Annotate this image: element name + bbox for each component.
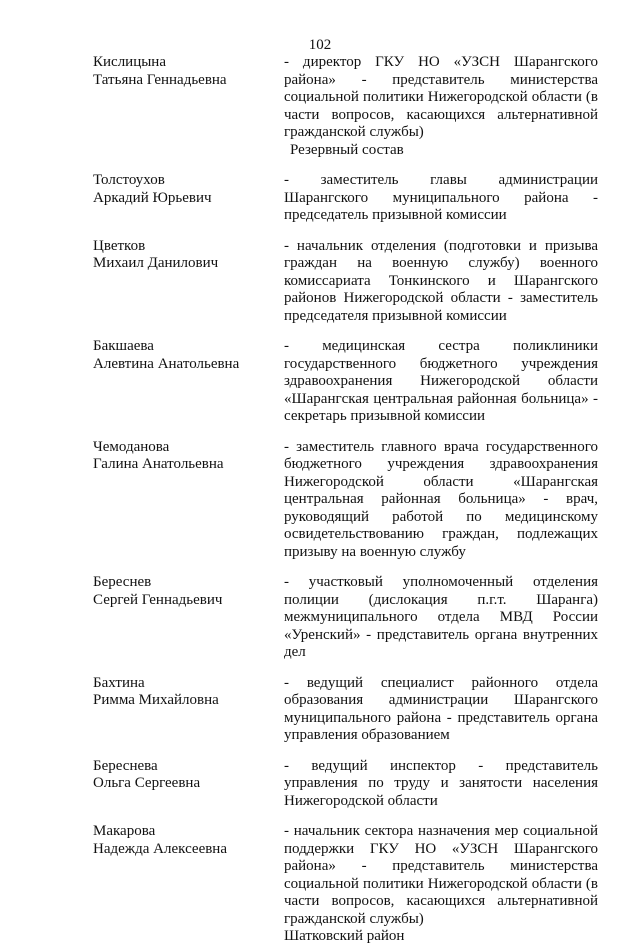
member-given-name: Алевтина Анатольевна: [93, 355, 240, 372]
member-surname: Кислицына: [93, 54, 166, 70]
member-role: - ведущий инспектор - представитель управления по труду и занятости населения Нижегородской области: [284, 757, 598, 809]
member-name: [93, 823, 273, 858]
member-entry: [0, 439, 640, 562]
member-given-name: Ольга Сергеевна: [93, 775, 201, 791]
member-role: - ведущий специалист районного отдела образования администрации Шарангского муниципального района - представитель органа управления образованием: [284, 674, 598, 743]
member-surname: Чемоданова: [93, 438, 170, 455]
reserve-heading: Резервный состав: [290, 141, 404, 158]
member-name: [93, 675, 273, 710]
member-name: [93, 338, 273, 373]
member-entry: [0, 758, 640, 811]
member-name: [93, 54, 273, 89]
member-surname: Бахтина: [93, 674, 145, 691]
member-given-name: Надежда Алексеевна: [93, 840, 227, 857]
member-given-name: Михаил Данилович: [93, 255, 219, 271]
member-given-name: Татьяна Геннадьевна: [93, 71, 227, 88]
member-surname: Цветков: [93, 237, 146, 254]
commission-list: [0, 54, 640, 946]
page-number: 102: [308, 37, 332, 53]
member-entry: [0, 238, 640, 326]
member-role: - начальник сектора назначения мер социальной поддержки ГКУ НО «УЗСН Шарангского района» - представитель министерства социальной политики Нижегородской области (в части вопросов, касающихся альтернативной гражданской службы): [284, 823, 598, 927]
member-name: [93, 574, 273, 609]
member-given-name: Галина Анатольевна: [93, 456, 224, 472]
member-entry: [0, 338, 640, 426]
member-entry: [0, 54, 640, 142]
member-role: - участковый уполномоченный отделения полиции (дислокация п.г.т. Шаранга) межмуниципального отдела МВД России «Уренский» - представитель органа внутренних дел: [284, 574, 598, 660]
member-surname: Береснев: [93, 574, 152, 590]
member-name: [93, 172, 273, 207]
member-given-name: Сергей Геннадьевич: [93, 591, 223, 608]
member-name: [93, 758, 273, 793]
member-role: - начальник отделения (подготовки и призыва граждан на военную службу) военного комиссариата Тонкинского и Шарангского районов Нижегородской области - заместитель председателя призывной комиссии: [284, 237, 598, 324]
member-given-name: Аркадий Юрьевич: [93, 189, 212, 206]
member-role: - медицинская сестра поликлиники государственного бюджетного учреждения здравоохранения Нижегородской области «Шарангская центральная районная больница» - секретарь призывной комиссии: [284, 338, 598, 424]
member-entry: [0, 675, 640, 745]
member-surname: Толстоухов: [93, 172, 165, 188]
member-surname: Береснева: [93, 757, 158, 774]
district-heading: Шатковский район: [284, 928, 405, 944]
member-name: [93, 439, 273, 474]
member-surname: Бакшаева: [93, 338, 154, 354]
member-given-name: Римма Михайловна: [93, 692, 219, 708]
member-entry: [0, 172, 640, 225]
member-role: - заместитель главы администрации Шарангского муниципального района - председатель призывной комиссии: [284, 172, 598, 223]
member-entry: [0, 574, 640, 662]
member-surname: Макарова: [93, 823, 156, 839]
member-role: - заместитель главного врача государственного бюджетного учреждения здравоохранения Нижегородской области «Шарангская центральная районная больница» - врач, руководящий работой по медицинскому освидетельствованию граждан, подлежащих призыву на военную службу: [284, 438, 598, 560]
member-name: [93, 238, 273, 273]
member-entry: [0, 823, 640, 928]
member-role: - директор ГКУ НО «УЗСН Шарангского района» - представитель министерства социальной политики Нижегородской области (в части вопросов, касающихся альтернативной гражданской службы): [284, 54, 598, 140]
